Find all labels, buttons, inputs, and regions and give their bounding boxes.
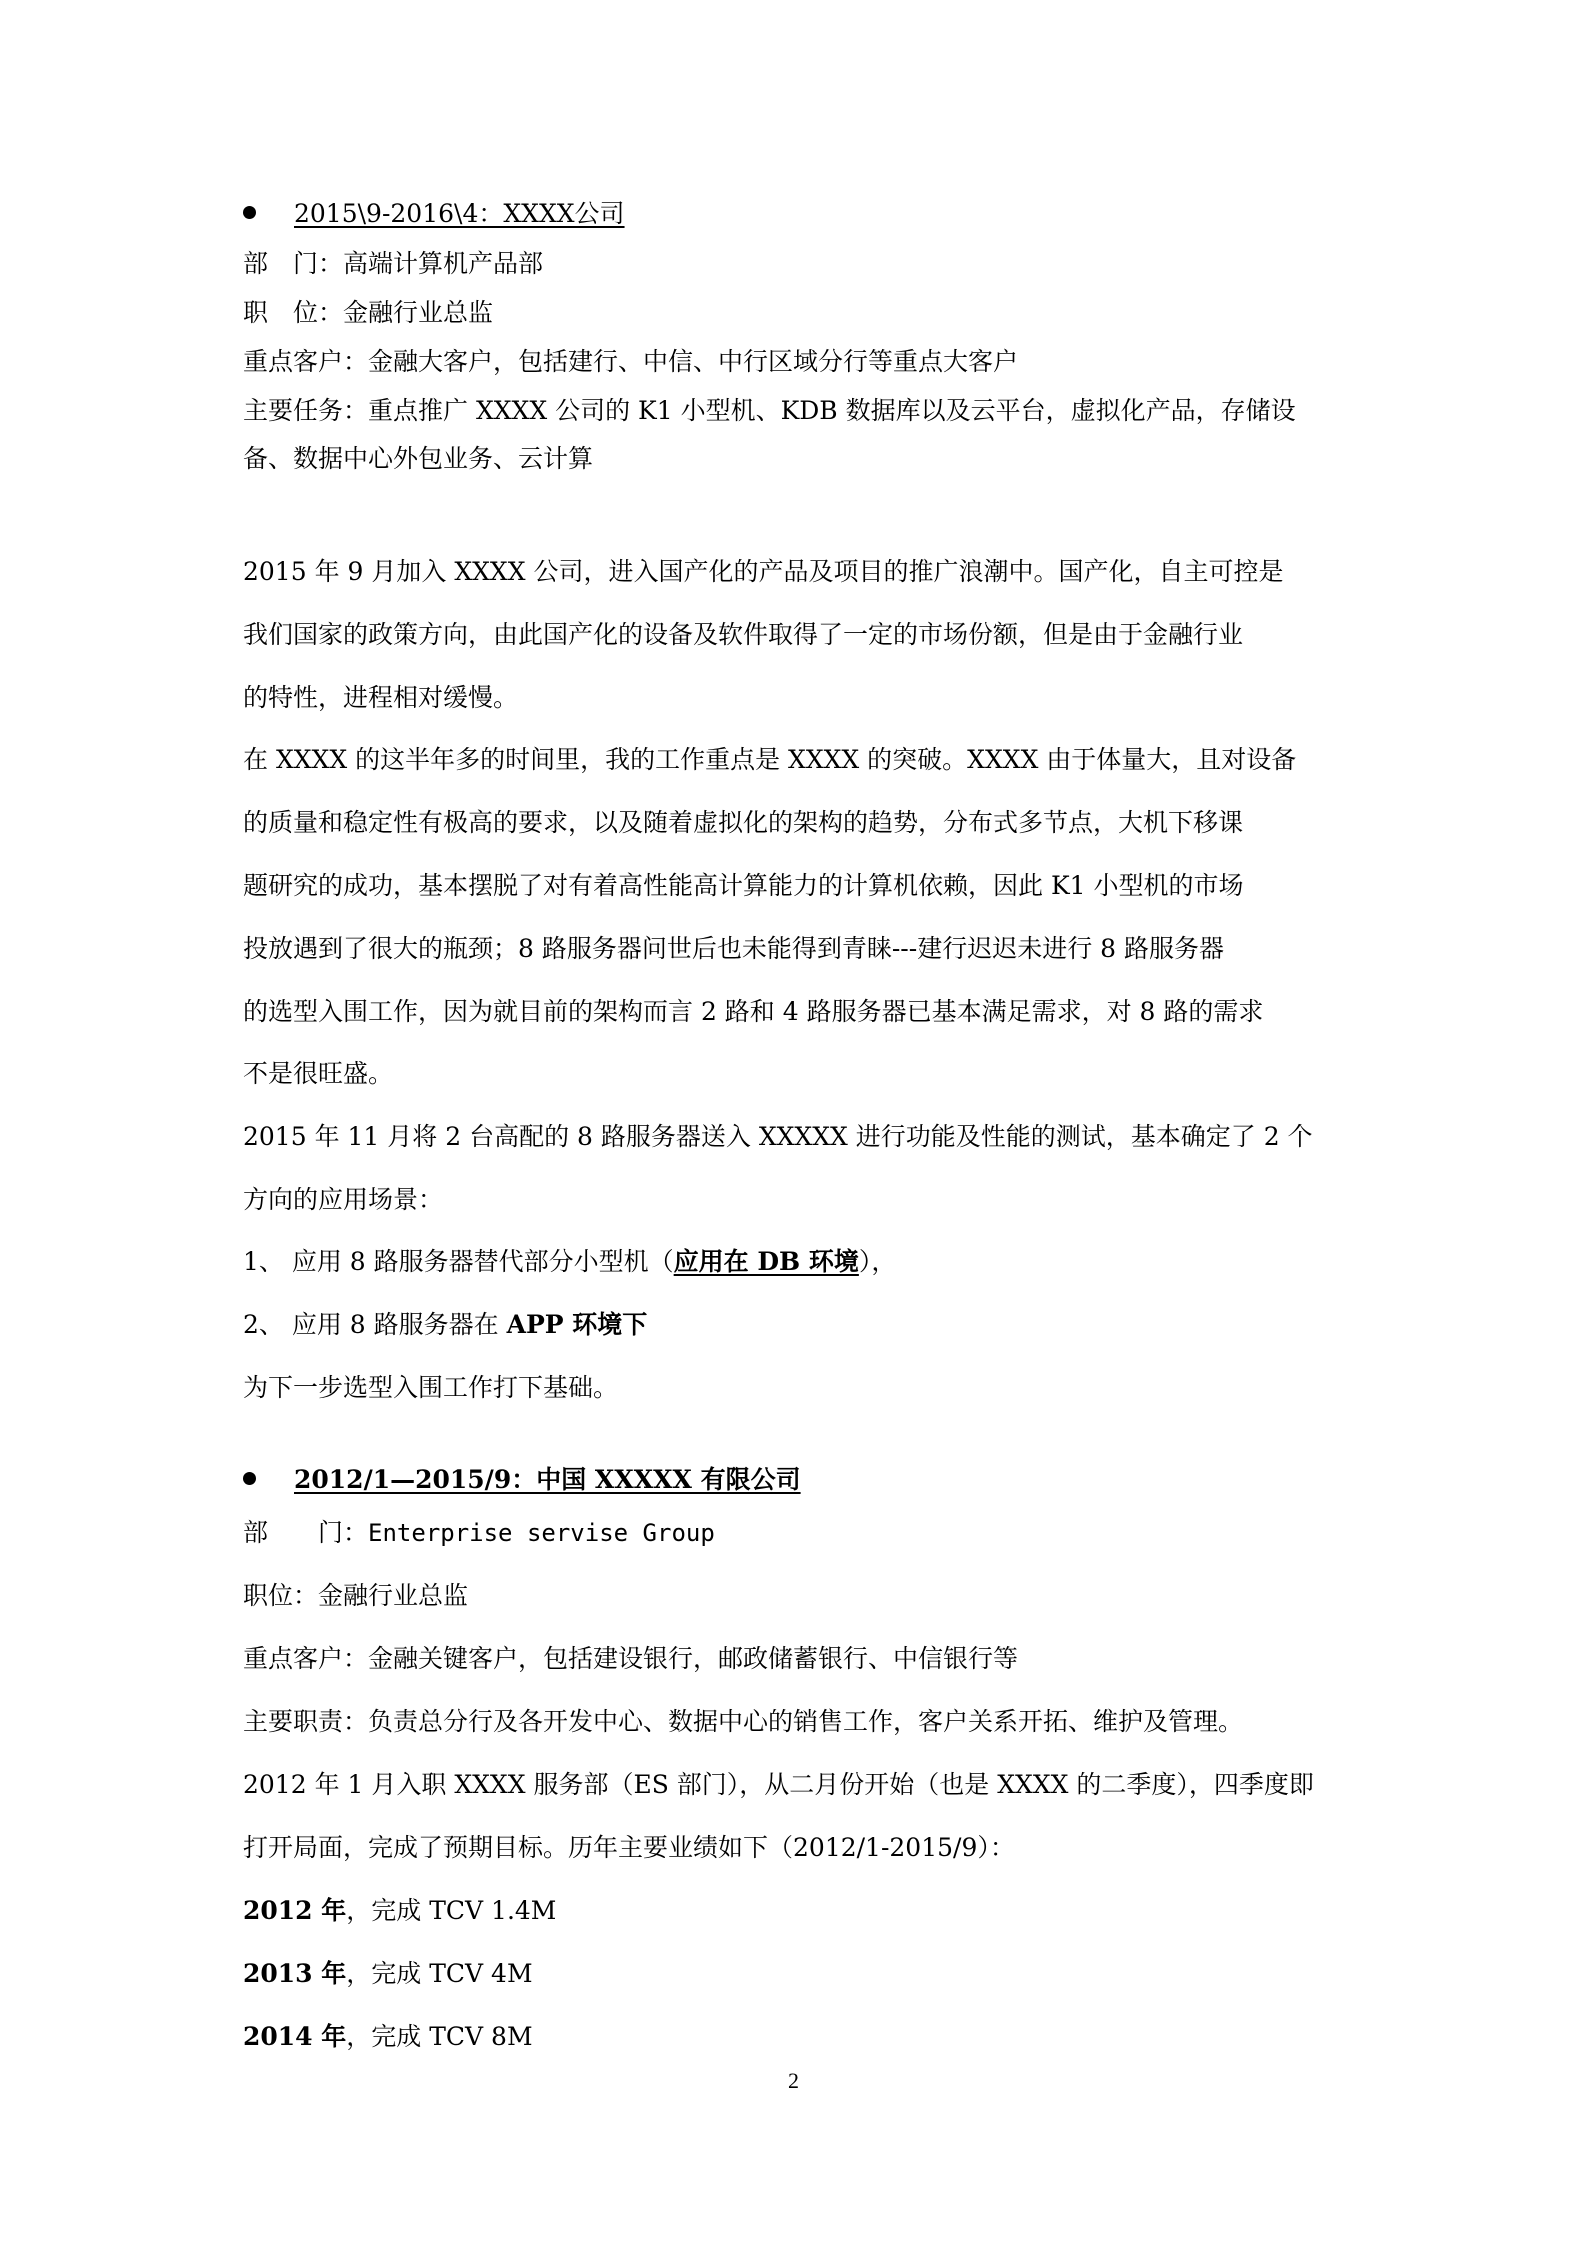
result-text: ，完成 TCV 1.4M [346, 1896, 557, 1925]
position-label: 职 位： [243, 298, 344, 327]
position-value: 金融行业总监 [343, 298, 494, 327]
clients-label: 重点客户： [243, 347, 369, 376]
result-year: 2013 年 [243, 1959, 347, 1988]
paragraph-line: 我们国家的政策方向，由此国产化的设备及软件取得了一定的市场份额，但是由于金融行业 [243, 620, 1244, 649]
section1-heading: 2015\9-2016\4：XXXX公司 [294, 199, 625, 228]
section1-tasks-line2 [243, 443, 593, 475]
list-item-2-prefix: 2、 应用 8 路服务器在 [243, 1310, 507, 1339]
section1-dept-line [243, 248, 543, 280]
paragraph-line: 2015 年 9 月加入 XXXX 公司，进入国产化的产品及项目的推广浪潮中。国产化，自主可控是 [243, 557, 1284, 586]
list-item-1 [243, 1246, 896, 1278]
paragraph-line: 在 XXXX 的这半年多的时间里，我的工作重点是 XXXX 的突破。XXXX 由于体量大，且对设备 [243, 745, 1297, 774]
result-text: ，完成 TCV 4M [346, 1959, 533, 1988]
result-line [243, 1958, 533, 1990]
result-year: 2012 年 [243, 1896, 347, 1925]
tasks-value-line1: 重点推广 XXXX 公司的 K1 小型机、KDB 数据库以及云平台，虚拟化产品，存储设 [368, 396, 1296, 425]
paragraph-line: 的选型入围工作，因为就目前的架构而言 2 路和 4 路服务器已基本满足需求，对 8 路的需求 [243, 997, 1264, 1026]
bullet-icon [243, 206, 256, 219]
paragraph-line: 的特性，进程相对缓慢。 [243, 683, 519, 712]
result-line [243, 2021, 533, 2053]
section1-tasks-line [243, 395, 1296, 427]
dept-label: 部 门： [243, 249, 344, 278]
paragraph-line: 2015 年 11 月将 2 台高配的 8 路服务器送入 XXXXX 进行功能及性能的测试，基本确定了 2 个 [243, 1122, 1313, 1151]
paragraph-line: 投放遇到了很大的瓶颈；8 路服务器问世后也未能得到青睐---建行迟迟未进行 8 路服务器 [243, 934, 1224, 963]
result-line [243, 1895, 556, 1927]
section2-para-line: 2012 年 1 月入职 XXXX 服务部（ES 部门），从二月份开始（也是 XXXX 的二季度），四季度即 [243, 1770, 1314, 1799]
dept-value: Enterprise servise Group [368, 1519, 715, 1547]
list-item-2 [243, 1309, 647, 1341]
paragraph-line: 题研究的成功，基本摆脱了对有着高性能高计算能力的计算机依赖，因此 K1 小型机的市场 [243, 871, 1244, 900]
section2-duties-line: 主要职责：负责总分行及各开发中心、数据中心的销售工作，客户关系开拓、维护及管理。 [243, 1707, 1244, 1736]
clients-value: 金融大客户，包括建行、中信、中行区域分行等重点大客户 [368, 347, 1019, 376]
bullet-icon [243, 1472, 256, 1485]
result-text: ，完成 TCV 8M [346, 2022, 533, 2051]
section2-heading-line [243, 1464, 801, 1496]
dept-value: 高端计算机产品部 [343, 249, 544, 278]
closing-line: 为下一步选型入围工作打下基础。 [243, 1373, 619, 1402]
tasks-value-line2: 备、数据中心外包业务、云计算 [243, 444, 594, 473]
list-item-1-prefix: 1、 应用 8 路服务器替代部分小型机（ [243, 1247, 674, 1276]
page-number: 2 [788, 2068, 799, 2093]
section2-heading: 2012/1—2015/9：中国 XXXXX 有限公司 [294, 1465, 801, 1494]
result-year: 2014 年 [243, 2022, 347, 2051]
dept-label: 部 门： [243, 1518, 369, 1547]
list-item-2-emphasis: APP 环境下 [506, 1310, 648, 1339]
paragraph-line: 不是很旺盛。 [243, 1059, 394, 1088]
list-item-1-suffix: ）， [858, 1247, 897, 1276]
section2-dept-line [243, 1517, 715, 1549]
tasks-label: 主要任务： [243, 396, 369, 425]
paragraph-line: 方向的应用场景： [243, 1185, 444, 1214]
paragraph-line: 的质量和稳定性有极高的要求，以及随着虚拟化的架构的趋势，分布式多节点，大机下移课 [243, 808, 1244, 837]
section2-position-line: 职位：金融行业总监 [243, 1581, 469, 1610]
section1-clients-line [243, 346, 1018, 378]
section2-para-line: 打开局面，完成了预期目标。历年主要业绩如下（2012/1-2015/9）： [243, 1833, 1015, 1862]
section1-position-line [243, 297, 493, 329]
section2-clients-line: 重点客户：金融关键客户，包括建设银行，邮政储蓄银行、中信银行等 [243, 1644, 1019, 1673]
section1-heading-line [243, 198, 625, 230]
list-item-1-emphasis: 应用在 DB 环境 [673, 1247, 859, 1276]
